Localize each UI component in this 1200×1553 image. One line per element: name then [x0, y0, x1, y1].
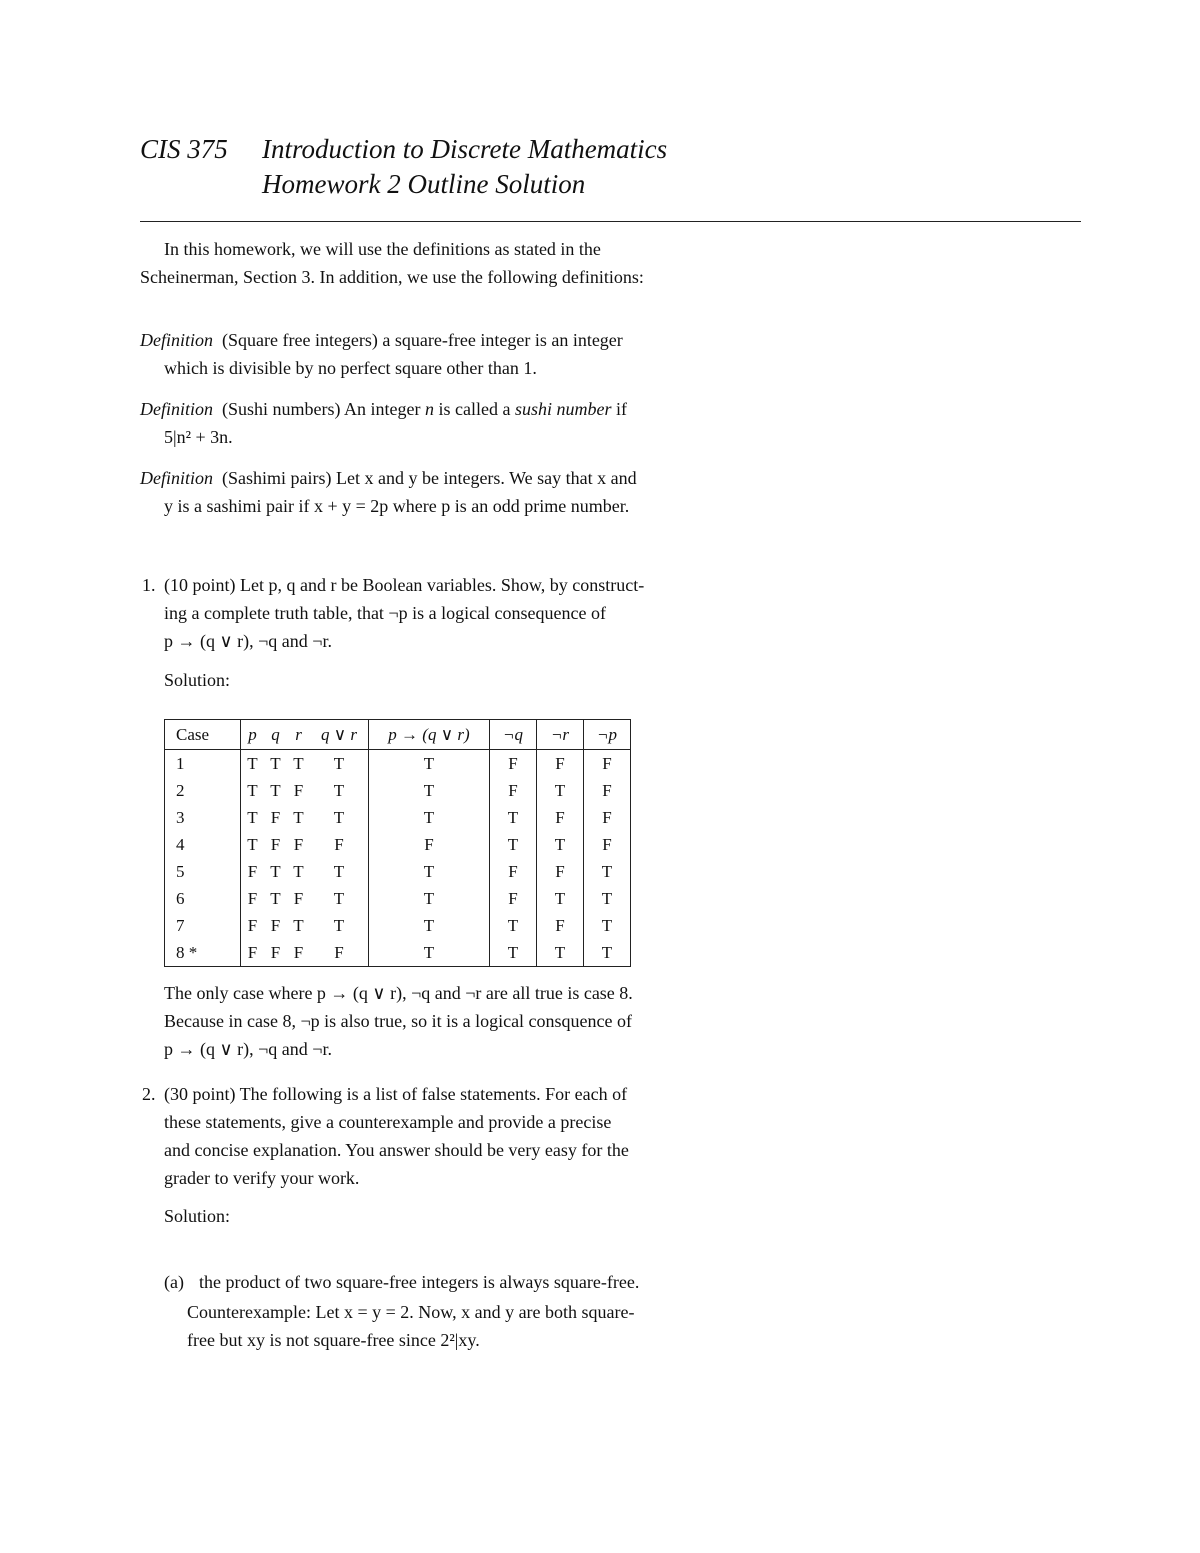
header-not-q: ¬q	[490, 720, 537, 750]
homework-title: Homework 2 Outline Solution	[262, 169, 586, 199]
definition-square-free-cont: which is divisible by no perfect square other than 1.	[164, 358, 537, 378]
course-code: CIS 375	[140, 134, 228, 164]
header-r: r	[287, 720, 310, 750]
truth-table-header	[165, 720, 631, 750]
header-case: Case	[165, 720, 241, 750]
header-not-r: ¬r	[537, 720, 584, 750]
definition-sushi: Definition (Sushi numbers) An integer n is called a sushi number if	[140, 399, 627, 419]
table-row: 7 F F T T T T F T	[165, 912, 631, 939]
intro-line-2: Scheinerman, Section 3. In addition, we use the following definitions:	[140, 267, 644, 287]
problem-2-solution-label: Solution:	[164, 1206, 231, 1226]
conclusion-line-2: Because in case 8, ¬p is also true, so it is a logical consquence of	[164, 1011, 633, 1031]
table-row: 1 T T T T T F F F	[165, 750, 631, 778]
table-row: 5 F T T T T F F T	[165, 858, 631, 885]
definition-sashimi-cont: y is a sashimi pair if x + y = 2p where p is an odd prime number.	[164, 496, 630, 516]
part-a-counterexample-2: free but xy is not square-free since 2²|xy.	[187, 1330, 480, 1350]
definition-sashimi: Definition (Sashimi pairs) Let x and y be integers. We say that x and	[140, 468, 637, 488]
problem-1-line-1: (10 point) Let p, q and r be Boolean variables. Show, by construct-	[164, 575, 645, 595]
problem-1-solution-label: Solution:	[164, 670, 231, 690]
definition-square-free	[140, 326, 623, 354]
part-a-label: (a)	[164, 1272, 184, 1292]
conclusion-line-3: p → (q ∨ r), ¬q and ¬r.	[164, 1039, 332, 1059]
problem-2-line-2: these statements, give a counterexample and provide a precise	[164, 1112, 612, 1132]
problem-2-line-4: grader to verify your work.	[164, 1168, 360, 1188]
definition-text: (Square free integers) a square-free integer is an integer	[222, 330, 623, 350]
problem-2-number: 2.	[142, 1084, 156, 1104]
definition-sushi-formula: 5|n² + 3n.	[164, 427, 233, 447]
problem-1-number: 1.	[142, 575, 156, 595]
problem-2-line-1: (30 point) The following is a list of false statements. For each of	[164, 1084, 628, 1104]
header-implication: p → (q ∨ r)	[369, 720, 490, 750]
course-title: Introduction to Discrete Mathematics	[262, 134, 668, 164]
conclusion-line-1: The only case where p → (q ∨ r), ¬q and ¬r are all true is case 8.	[164, 983, 633, 1003]
intro-line-1: In this homework, we will use the definitions as stated in the	[164, 239, 601, 259]
table-row: 3 T F T T T T F F	[165, 804, 631, 831]
header-not-p: ¬p	[584, 720, 631, 750]
header-q: q	[264, 720, 287, 750]
table-row: 2 T T F T T F T F	[165, 777, 631, 804]
table-row: 8 * F F F F T T T T	[165, 939, 631, 967]
header-q-or-r: q ∨ r	[310, 720, 369, 750]
problem-1-line-2: ing a complete truth table, that ¬p is a logical consequence of	[164, 603, 607, 623]
definition-label: Definition	[140, 330, 213, 350]
definition-label: Definition	[140, 468, 213, 488]
part-a-statement: the product of two square-free integers is always square-free.	[199, 1272, 640, 1292]
header-p: p	[241, 720, 265, 750]
table-row: 6 F T F T T F T T	[165, 885, 631, 912]
table-row: 4 T F F F F T T F	[165, 831, 631, 858]
truth-table	[164, 719, 631, 967]
part-a-counterexample-1: Counterexample: Let x = y = 2. Now, x and y are both square-	[187, 1302, 635, 1322]
problem-1-line-3: p → (q ∨ r), ¬q and ¬r.	[164, 631, 332, 651]
problem-2-line-3: and concise explanation. You answer should be very easy for the	[164, 1140, 629, 1160]
definition-label: Definition	[140, 399, 213, 419]
header-rule	[140, 221, 1081, 222]
